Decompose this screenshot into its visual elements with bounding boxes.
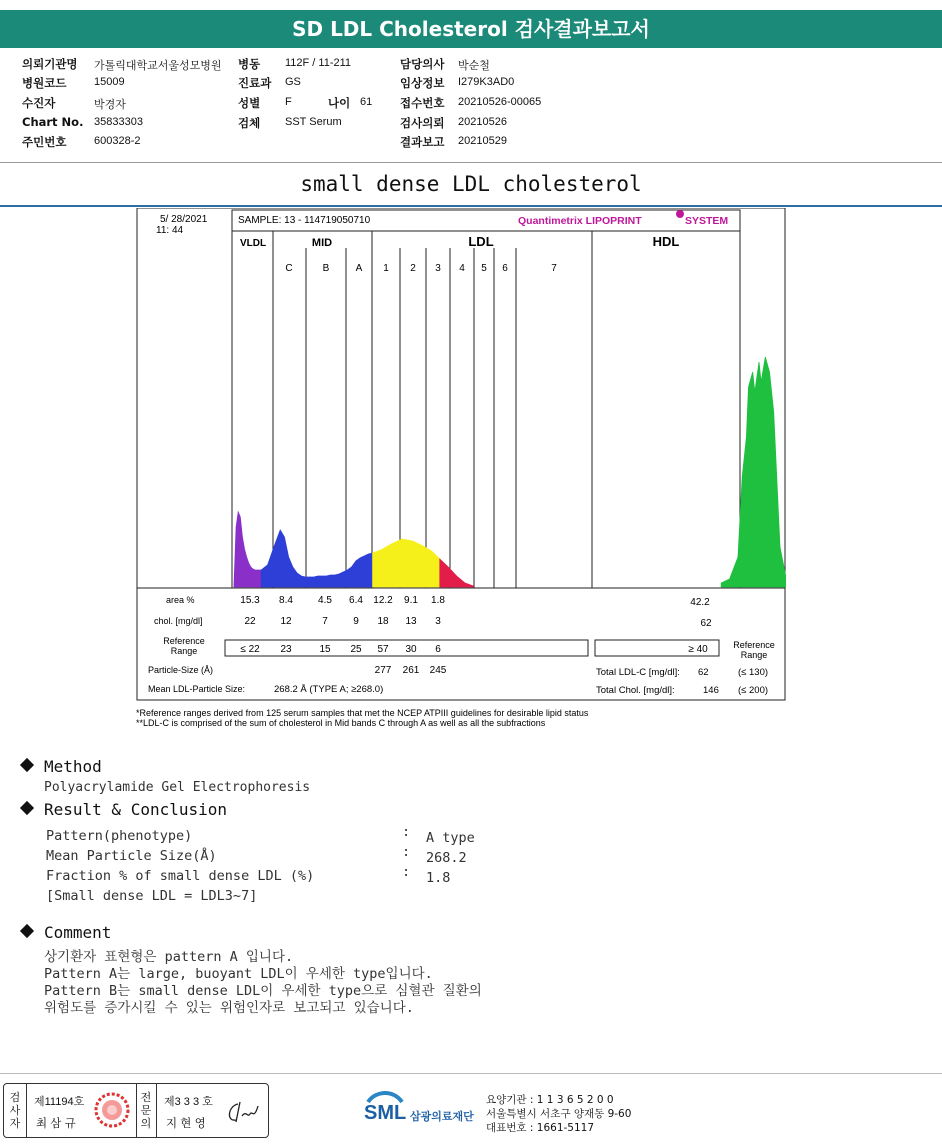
header-label: 접수번호 (400, 96, 445, 110)
band-label: A (355, 263, 363, 274)
ref-value: 6 (435, 644, 441, 655)
header-label: 결과보고 (400, 135, 445, 149)
header-value: F (285, 96, 292, 108)
area-value: 4.5 (318, 595, 332, 606)
chart-title: small dense LDL cholesterol (300, 172, 642, 196)
header-value: 가톨릭대학교서울성모병원 (94, 60, 222, 72)
total-ldl-ref: (≤ 130) (738, 667, 769, 678)
report-title: SD LDL Cholesterol 검사결과보고서 (0, 10, 942, 48)
result-label: Mean Particle Size(Å) (46, 848, 217, 864)
mean-label: Mean LDL-Particle Size: (148, 684, 246, 694)
diamond-bullet-icon (20, 801, 34, 815)
comment-heading (18, 923, 111, 942)
band-group-label: LDL (468, 234, 494, 249)
header-label: 성별 (238, 96, 261, 110)
result-colon: : (402, 824, 411, 840)
hdl-ref-label: Range (740, 650, 768, 660)
chol-value: 9 (353, 616, 359, 627)
band-group-label: VLDL (239, 238, 267, 249)
specialist-name: 지 현 영 (166, 1118, 206, 1130)
header-label: 검사의뢰 (400, 116, 445, 130)
org-info-line: 대표번호 : 1661-5117 (486, 1122, 595, 1134)
chol-value: 13 (405, 616, 417, 627)
lipoprint-chart (136, 208, 786, 733)
header-value: 600328-2 (94, 135, 141, 147)
header-value: 35833303 (94, 116, 143, 128)
band-label: 3 (435, 263, 441, 274)
mean-value: 268.2 Å (TYPE A; ≥268.0) (274, 684, 384, 695)
comment-line: 상기환자 표현형은 pattern A 입니다. (44, 949, 294, 965)
seal-stamp-icon (94, 1092, 130, 1128)
total-chol-label: Total Chol. [mg/dl]: (596, 685, 675, 696)
registered-mark (676, 210, 684, 218)
band-label: 2 (410, 263, 416, 274)
specialist-label (138, 1092, 154, 1131)
chol-value: 7 (322, 616, 328, 627)
band-label: 1 (383, 263, 389, 274)
chart-frame (137, 208, 785, 700)
specialist-label-char: 문 (140, 1104, 152, 1117)
header-value: 박경자 (94, 99, 126, 111)
stamp-divider (156, 1084, 157, 1137)
result-title: Result & Conclusion (44, 800, 228, 819)
footer-rule (0, 1073, 942, 1074)
ref-value: 15 (319, 644, 331, 655)
method-heading (18, 757, 102, 776)
chol-value: 22 (244, 616, 256, 627)
result-label: Fraction % of small dense LDL (%) (46, 868, 315, 884)
header-value: 20210526-00065 (458, 96, 542, 108)
stamp-divider (26, 1084, 27, 1137)
total-chol-ref: (≤ 200) (738, 685, 769, 696)
band-group-label: MID (311, 237, 333, 249)
total-chol-value: 146 (703, 685, 719, 696)
sample-id: SAMPLE: 13 - 114719050710 (238, 215, 371, 226)
hdl-chol: 62 (700, 618, 712, 629)
band-label: 7 (551, 263, 557, 274)
ref-label: Reference (163, 636, 205, 646)
chol-value: 3 (435, 616, 441, 627)
stamp-divider (136, 1084, 137, 1137)
header-value: 20210529 (458, 135, 507, 147)
header-label: 진료과 (238, 76, 272, 90)
chart-time: 11: 44 (156, 225, 184, 236)
ref-label: Range (170, 646, 198, 656)
comment-line: 위험도를 증가시킬 수 있는 위험인자로 보고되고 있습니다. (44, 1000, 414, 1016)
specialist-label-char: 전 (140, 1091, 152, 1104)
age-value: 61 (360, 96, 373, 108)
header-info (0, 52, 942, 157)
header-label: 의뢰기관명 (22, 57, 78, 71)
chol-value: 18 (377, 616, 389, 627)
band-group-label: HDL (652, 234, 680, 249)
area-value: 15.3 (240, 595, 260, 606)
chart-title-rule (0, 205, 942, 207)
particle-value: 277 (374, 665, 392, 676)
brand-system: SYSTEM (685, 215, 729, 227)
header-label: 검체 (238, 116, 261, 130)
footnote: **LDL-C is comprised of the sum of cholesterol in Mid bands C through A as well as all the subfractions (136, 718, 546, 728)
header-rule (0, 162, 942, 163)
area-value: 9.1 (404, 595, 418, 606)
comment-line: Pattern A는 large, buoyant LDL이 우세한 type입니다. (44, 966, 433, 982)
org-info-line: 요양기관 : 1 1 3 6 5 2 0 0 (486, 1094, 614, 1106)
total-ldl-value: 62 (698, 667, 709, 678)
chol-label: chol. [mg/dl] (154, 616, 203, 626)
result-value: A type (426, 830, 475, 846)
org-logo (362, 1088, 482, 1132)
result-colon: : (402, 844, 411, 860)
org-name: 삼광의료재단 (410, 1110, 474, 1123)
header-label: Chart No. (22, 115, 84, 129)
header-label: 병동 (238, 57, 261, 71)
signature-icon (224, 1098, 264, 1128)
area-value: 12.2 (373, 595, 393, 606)
result-colon: : (402, 864, 411, 880)
brand-name: Quantimetrix LIPOPRINT (518, 215, 642, 227)
result-heading (18, 800, 227, 819)
comment-line: Pattern B는 small dense LDL이 우세한 type으로 심혈관 질환의 (44, 983, 482, 999)
band-label: 5 (481, 263, 487, 274)
area-value: 6.4 (349, 595, 363, 606)
header-label: 담당의사 (400, 57, 445, 71)
header-value: 박순철 (458, 60, 490, 72)
comment-title: Comment (44, 923, 112, 942)
footnote: *Reference ranges derived from 125 serum samples that met the NCEP ATPIII guidelines for desirable lipid status (136, 708, 589, 718)
particle-label: Particle-Size (Å) (148, 665, 214, 675)
header-label: 병원코드 (22, 76, 67, 90)
header-value: SST Serum (285, 116, 342, 128)
logo-text: SML (364, 1102, 407, 1124)
header-value: 20210526 (458, 116, 507, 128)
inspector-name: 최 삼 규 (36, 1118, 76, 1130)
chol-value: 12 (280, 616, 292, 627)
band-label: B (322, 263, 330, 274)
chart-footnotes (136, 708, 589, 728)
hdl-ref: ≥ 40 (688, 644, 708, 655)
band-label: 4 (459, 263, 465, 274)
org-info-line: 서울특별시 서초구 양재동 9-60 (486, 1108, 632, 1120)
specialist-number: 제3 3 3 호 (164, 1096, 213, 1108)
hdl-area: 42.2 (690, 597, 710, 608)
method-title: Method (44, 757, 102, 776)
ref-value: 23 (280, 644, 292, 655)
header-value: GS (285, 76, 301, 88)
inspector-label (7, 1092, 23, 1131)
area-value: 1.8 (431, 595, 445, 606)
hdl-ref-label: Reference (733, 640, 775, 650)
header-label: 주민번호 (22, 135, 67, 149)
chart-date: 5/ 28/2021 (160, 214, 208, 225)
ref-value: 57 (377, 644, 389, 655)
specialist-label-char: 의 (140, 1117, 152, 1130)
signature-box (3, 1083, 269, 1138)
area-value: 8.4 (279, 595, 293, 606)
result-value: 268.2 (426, 850, 467, 866)
result-label: Pattern(phenotype) (46, 828, 193, 844)
ref-value: 30 (405, 644, 417, 655)
header-value: 112F / 11-211 (285, 57, 352, 69)
band-label: C (285, 263, 293, 274)
age-label: 나이 (328, 96, 351, 110)
inspector-label-char: 자 (9, 1117, 21, 1130)
area-label: area % (166, 595, 195, 605)
header-label: 임상정보 (400, 76, 445, 90)
ref-value: 25 (350, 644, 362, 655)
method-text: Polyacrylamide Gel Electrophoresis (44, 780, 311, 795)
header-label: 수진자 (22, 96, 56, 110)
header-value: 15009 (94, 76, 125, 88)
inspector-number: 제11194호 (34, 1096, 85, 1108)
diamond-bullet-icon (20, 924, 34, 938)
diamond-bullet-icon (20, 758, 34, 772)
inspector-label-char: 사 (9, 1104, 21, 1117)
total-ldl-label: Total LDL-C [mg/dl]: (596, 667, 680, 678)
header-value: I279K3AD0 (458, 76, 515, 88)
particle-value: 245 (429, 665, 447, 676)
result-value: 1.8 (426, 870, 451, 886)
band-label: 6 (502, 263, 508, 274)
ref-value: ≤ 22 (240, 644, 260, 655)
inspector-label-char: 검 (9, 1091, 21, 1104)
result-note: [Small dense LDL = LDL3~7] (46, 888, 258, 904)
particle-value: 261 (402, 665, 420, 676)
